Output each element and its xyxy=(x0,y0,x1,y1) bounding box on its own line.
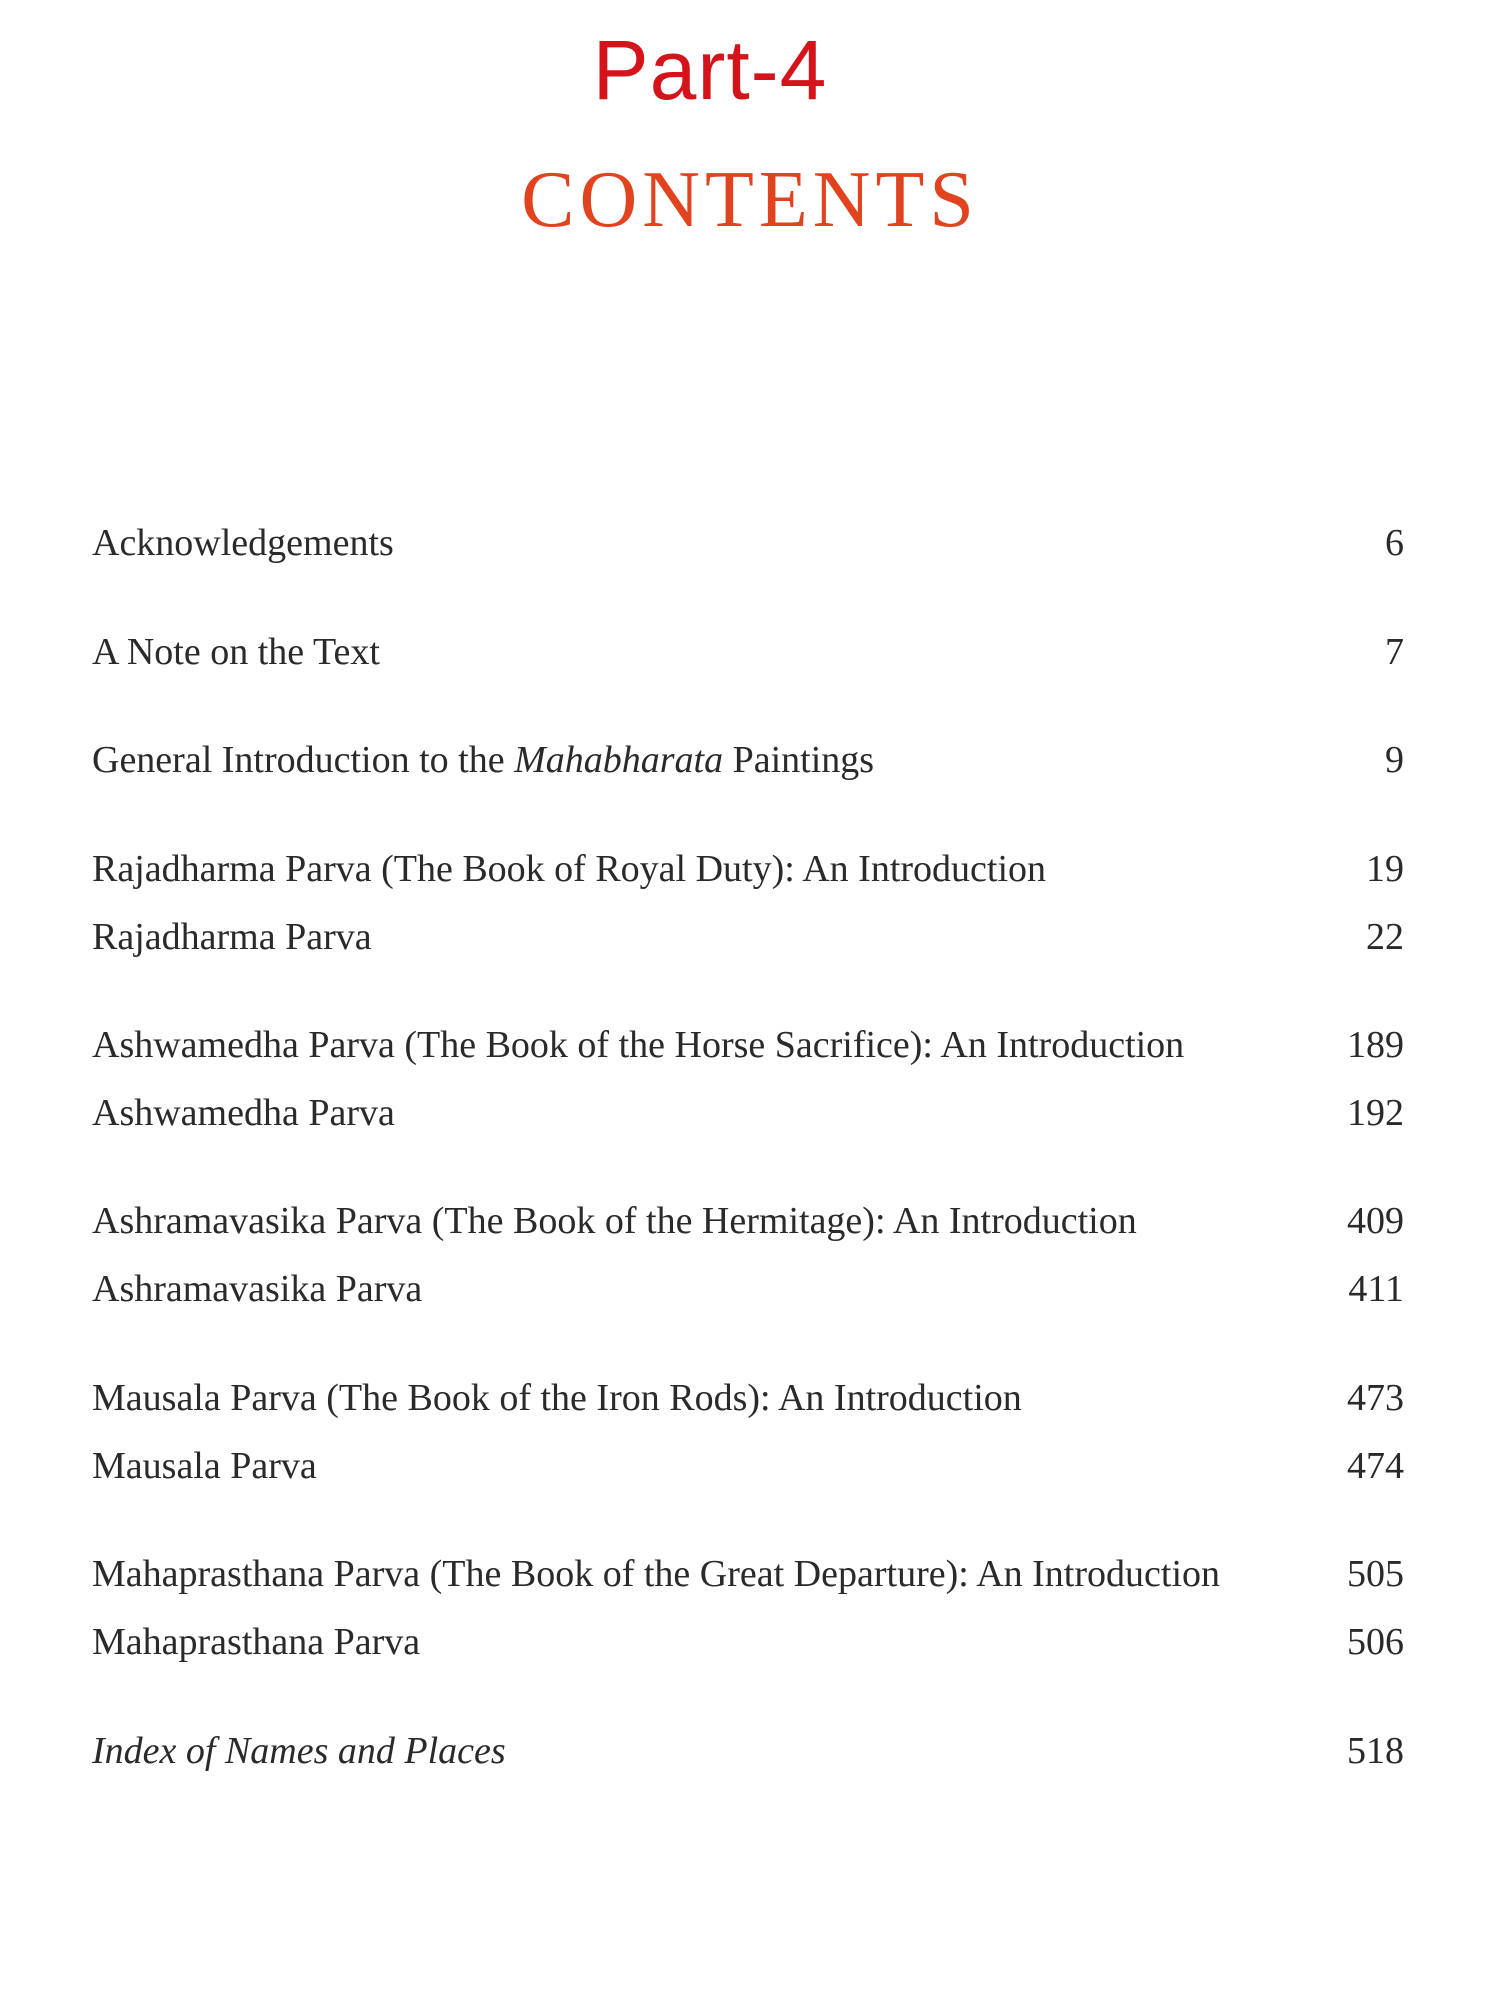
toc-entry-title: Mausala Parva (The Book of the Iron Rods): An Introduction xyxy=(92,1377,1022,1419)
toc-page-number: 505 xyxy=(1347,1553,1404,1595)
toc-row-mausala[interactable] xyxy=(92,1441,1404,1491)
toc-entry-title: Rajadharma Parva (The Book of Royal Duty): An Introduction xyxy=(92,848,1047,890)
toc-page-number: 506 xyxy=(1347,1621,1404,1663)
toc-page-number: 474 xyxy=(1347,1445,1404,1487)
toc-row-general-introduction[interactable] xyxy=(92,735,1404,785)
toc-row-rajadharma-intro[interactable] xyxy=(92,844,1404,894)
toc-row-mahaprasthana[interactable] xyxy=(92,1617,1404,1667)
toc-page-number: 518 xyxy=(1347,1730,1404,1772)
toc-entry-emphasis: Mahabharata xyxy=(514,739,724,781)
toc-row-rajadharma[interactable] xyxy=(92,912,1404,962)
toc-row-index[interactable] xyxy=(92,1726,1404,1776)
toc-entry-title: Mausala Parva xyxy=(92,1445,317,1487)
toc-row-ashramavasika-intro[interactable] xyxy=(92,1196,1404,1246)
toc-page-number: 19 xyxy=(1366,848,1404,890)
toc-page-number: 7 xyxy=(1385,631,1404,673)
toc-entry-title: Mahaprasthana Parva xyxy=(92,1621,421,1663)
toc-page-number: 22 xyxy=(1366,916,1404,958)
toc-entry-title: Ashramavasika Parva (The Book of the Hermitage): An Introduction xyxy=(92,1200,1137,1242)
toc-page-number: 192 xyxy=(1347,1092,1404,1134)
toc-entry-title: A Note on the Text xyxy=(92,631,380,673)
toc-entry-title: General Introduction to the Mahabharata Paintings xyxy=(92,739,875,781)
part-title: Part-4 xyxy=(592,23,828,117)
toc-row-mahaprasthana-intro[interactable] xyxy=(92,1549,1404,1599)
toc-page-number: 189 xyxy=(1347,1024,1404,1066)
toc-entry-title: Mahaprasthana Parva (The Book of the Great Departure): An Introduction xyxy=(92,1553,1220,1595)
toc-entry-title: Ashwamedha Parva xyxy=(92,1092,395,1134)
toc-page-number: 9 xyxy=(1385,739,1404,781)
toc-page-number: 6 xyxy=(1385,522,1404,564)
toc-row-ashramavasika[interactable] xyxy=(92,1264,1404,1314)
toc-row-acknowledgements[interactable] xyxy=(92,518,1404,568)
toc-row-mausala-intro[interactable] xyxy=(92,1373,1404,1423)
page-title: CONTENTS xyxy=(521,156,979,244)
toc-entry-title: Index of Names and Places xyxy=(92,1730,506,1772)
toc-row-ashwamedha[interactable] xyxy=(92,1088,1404,1138)
toc-row-ashwamedha-intro[interactable] xyxy=(92,1020,1404,1070)
toc-entry-title: Ashwamedha Parva (The Book of the Horse Sacrifice): An Introduction xyxy=(92,1024,1185,1066)
toc-entry-title: Rajadharma Parva xyxy=(92,916,372,958)
toc-row-note-on-text[interactable] xyxy=(92,627,1404,677)
toc-entry-title: Ashramavasika Parva xyxy=(92,1268,423,1310)
toc-page-number: 473 xyxy=(1347,1377,1404,1419)
toc-page-number: 411 xyxy=(1348,1268,1404,1310)
toc-page-number: 409 xyxy=(1347,1200,1404,1242)
toc-entry-title: Acknowledgements xyxy=(92,522,394,564)
